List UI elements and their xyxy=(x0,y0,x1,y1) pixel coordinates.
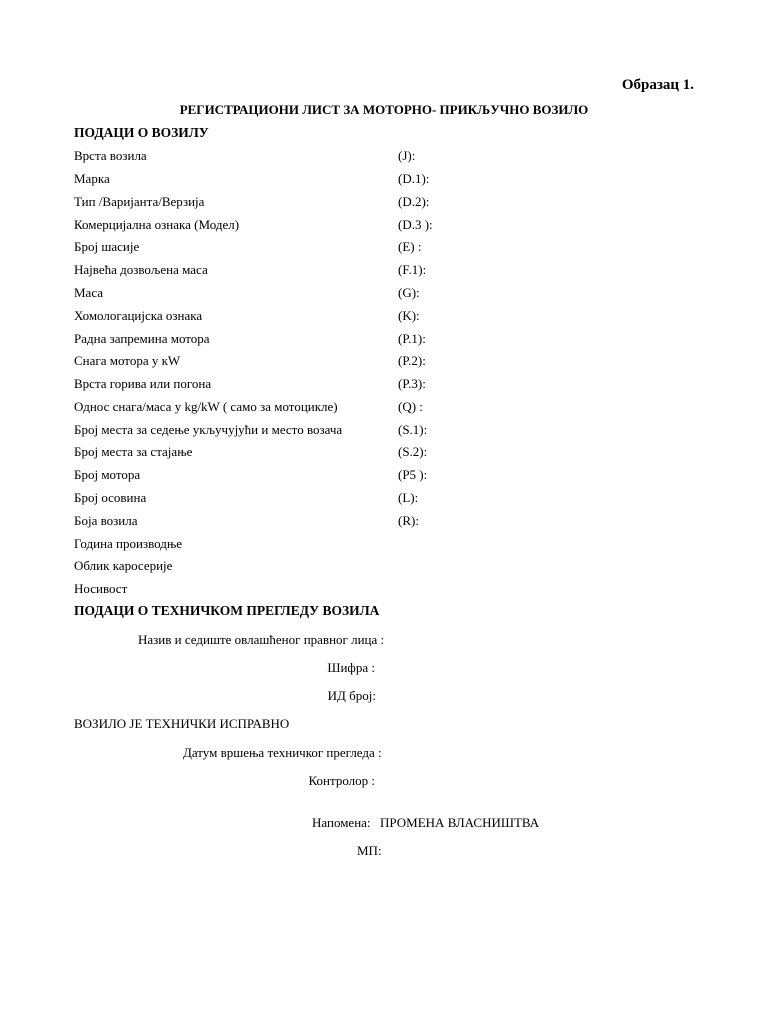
vehicle-row-displacement xyxy=(74,332,674,350)
row-label: Број осовина xyxy=(74,490,147,505)
row-label: Највећа дозвољена маса xyxy=(74,262,208,277)
vehicle-row-year xyxy=(74,537,674,555)
note-value: ПРОМЕНА ВЛАСНИШТВА xyxy=(380,815,540,830)
vehicle-row-variant xyxy=(74,195,674,213)
vehicle-row-engine-number xyxy=(74,468,674,486)
vehicle-row-chassis xyxy=(74,240,674,258)
row-label: Облик каросерије xyxy=(74,558,173,573)
row-label: Однос снага/маса у kg/kW ( само за мотоцикле) xyxy=(74,399,338,414)
code-label: Шифра : xyxy=(327,660,375,675)
row-code: (D.1): xyxy=(398,171,430,186)
row-label: Број места за стајање xyxy=(74,444,193,459)
vehicle-row-fuel xyxy=(74,377,674,395)
row-label: Боја возила xyxy=(74,513,138,528)
vehicle-row-color xyxy=(74,514,674,532)
vehicle-row-body-shape xyxy=(74,559,674,577)
vehicle-row-model xyxy=(74,218,674,236)
vehicle-row-max-mass xyxy=(74,263,674,281)
inspection-section-heading: ПОДАЦИ О ТЕХНИЧКОМ ПРЕГЛЕДУ ВОЗИЛА xyxy=(74,603,380,618)
vehicle-row-seats xyxy=(74,423,674,441)
row-code: (S.2): xyxy=(398,444,428,459)
vehicle-row-power xyxy=(74,354,674,372)
row-code: (S.1): xyxy=(398,422,428,437)
row-label: Година производње xyxy=(74,536,183,551)
vehicle-row-standing xyxy=(74,445,674,463)
row-label: Тип /Варијанта/Верзија xyxy=(74,194,205,209)
row-label: Марка xyxy=(74,171,110,186)
row-label: Хомологацијска ознака xyxy=(74,308,203,323)
company-label: Назив и седиште овлашћеног правног лица : xyxy=(138,632,385,647)
row-code: (J): xyxy=(398,148,416,163)
vehicle-row-type xyxy=(74,149,674,167)
row-code: (G): xyxy=(398,285,420,300)
vehicle-row-mass xyxy=(74,286,674,304)
row-label: Комерцијална ознака (Модел) xyxy=(74,217,240,232)
inspector-label: Контролор : xyxy=(308,773,375,788)
row-code: (P5 ): xyxy=(398,467,428,482)
row-code: (P.1): xyxy=(398,331,426,346)
row-code: (F.1): xyxy=(398,262,427,277)
row-label: Број мотора xyxy=(74,467,141,482)
row-label: Маса xyxy=(74,285,104,300)
row-label: Број шасије xyxy=(74,239,140,254)
row-code: (R): xyxy=(398,513,419,528)
row-code: (D.3 ): xyxy=(398,217,433,232)
row-code: (P.3): xyxy=(398,376,426,391)
vehicle-row-payload xyxy=(74,582,674,600)
vehicle-row-axles xyxy=(74,491,674,509)
row-code: (K): xyxy=(398,308,420,323)
row-code: (E) : xyxy=(398,239,422,254)
vehicle-row-power-mass-ratio xyxy=(74,400,674,418)
id-number-label: ИД број: xyxy=(327,688,376,703)
row-code: (Q) : xyxy=(398,399,423,414)
row-label: Снага мотора у кW xyxy=(74,353,181,368)
row-label: Врста возила xyxy=(74,148,147,163)
note-label: Напомена: xyxy=(312,815,371,830)
status-text: ВОЗИЛО ЈЕ ТЕХНИЧКИ ИСПРАВНО xyxy=(74,716,290,731)
row-label: Врста горива или погона xyxy=(74,376,212,391)
form-number: Образац 1. xyxy=(621,77,694,93)
vehicle-section-heading: ПОДАЦИ О ВОЗИЛУ xyxy=(74,125,209,140)
row-label: Радна запремина мотора xyxy=(74,331,210,346)
row-code: (L): xyxy=(398,490,419,505)
stamp-label: МП: xyxy=(357,843,382,858)
vehicle-row-make xyxy=(74,172,674,190)
row-label: Број места за седење укључујући и место возача xyxy=(74,422,343,437)
inspection-date-label: Датум вршења техничког прегледа : xyxy=(183,745,382,760)
row-code: (D.2): xyxy=(398,194,430,209)
vehicle-row-homologation xyxy=(74,309,674,327)
form-title: РЕГИСТРАЦИОНИ ЛИСТ ЗА МОТОРНО- ПРИКЉУЧНО ВОЗИЛО xyxy=(179,102,589,117)
row-code: (P.2): xyxy=(398,353,426,368)
row-label: Носивост xyxy=(74,581,128,596)
